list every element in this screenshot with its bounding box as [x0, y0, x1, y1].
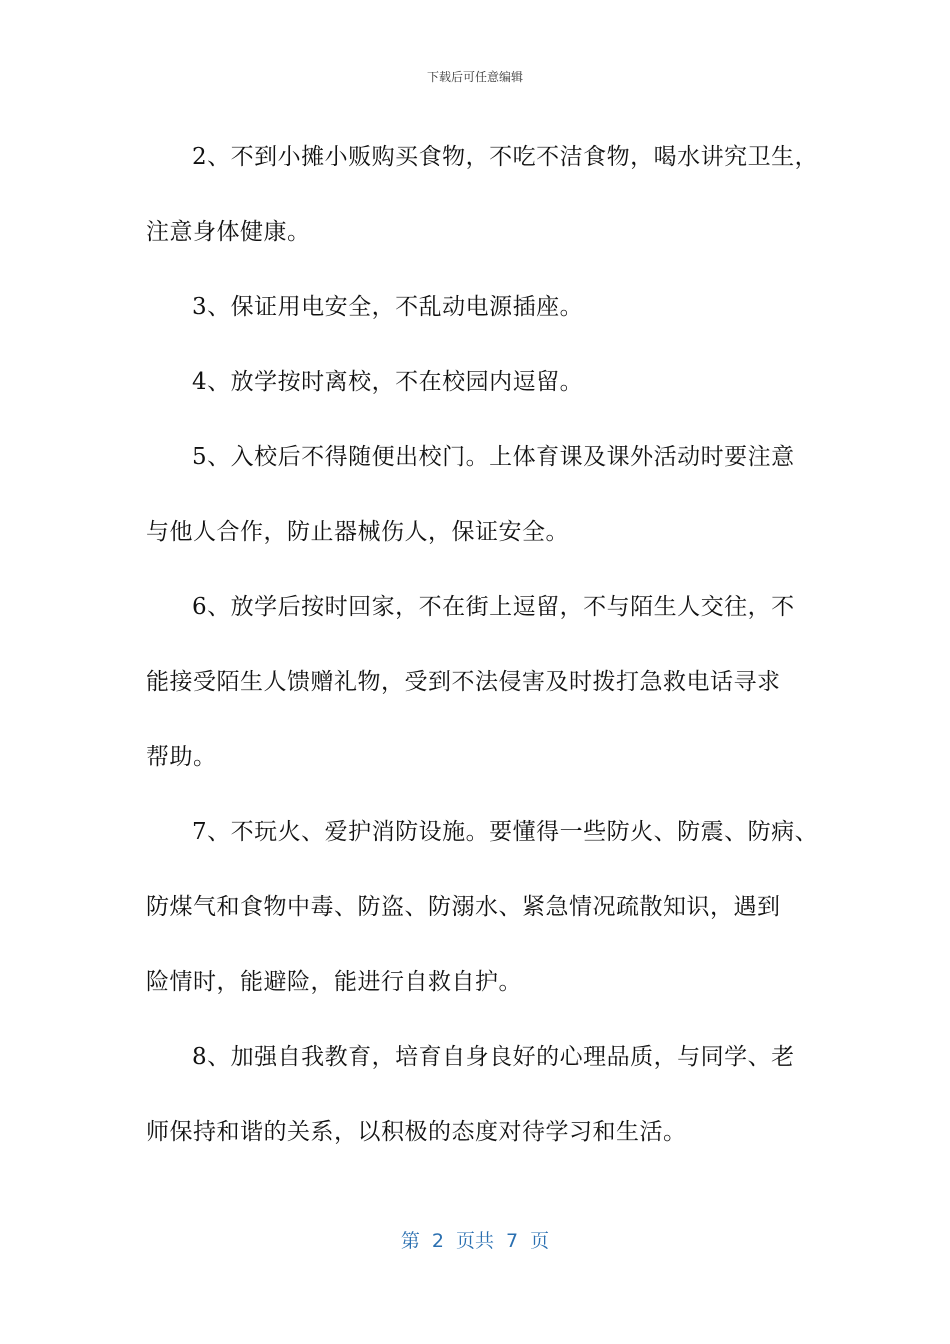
footer-page-number: 2 [431, 1230, 444, 1252]
paragraph-line: 注意身体健康。 [146, 219, 311, 245]
header-note: 下载后可任意编辑 [426, 70, 523, 84]
page-footer [0, 1226, 950, 1253]
paragraph-line: 师保持和谐的关系，以积极的态度对待学习和生活。 [146, 1119, 687, 1145]
paragraph-line: 与他人合作，防止器械伤人，保证安全。 [146, 519, 569, 545]
paragraph-line: 防煤气和食物中毒、防盗、防溺水、紧急情况疏散知识，遇到 [146, 894, 781, 920]
paragraph-line: 7、不玩火、爱护消防设施。要懂得一些防火、防震、防病、 [192, 819, 819, 845]
document-body [146, 120, 826, 1170]
footer-prefix: 第 [400, 1230, 420, 1252]
paragraph-line: 8、加强自我教育，培育自身良好的心理品质，与同学、老 [192, 1044, 795, 1070]
paragraph-line: 6、放学后按时回家，不在街上逗留，不与陌生人交往，不 [192, 594, 795, 620]
footer-middle: 页共 [455, 1230, 494, 1252]
paragraph-4 [146, 345, 826, 420]
paragraph-line: 险情时，能避险，能进行自救自护。 [146, 969, 522, 995]
paragraph-7 [146, 795, 826, 1020]
footer-suffix: 页 [530, 1230, 550, 1252]
paragraph-5 [146, 420, 826, 570]
footer-total-pages: 7 [506, 1230, 519, 1252]
paragraph-line: 4、放学按时离校，不在校园内逗留。 [192, 369, 584, 395]
paragraph-2 [146, 120, 826, 270]
paragraph-6 [146, 570, 826, 795]
paragraph-line: 5、入校后不得随便出校门。上体育课及课外活动时要注意 [192, 444, 795, 470]
paragraph-line: 2、不到小摊小贩购买食物，不吃不洁食物，喝水讲究卫生， [192, 144, 819, 170]
paragraph-line: 能接受陌生人馈赠礼物，受到不法侵害及时拨打急救电话寻求 [146, 669, 781, 695]
paragraph-line: 帮助。 [146, 744, 217, 770]
paragraph-3 [146, 270, 826, 345]
paragraph-line: 3、保证用电安全，不乱动电源插座。 [192, 294, 584, 320]
paragraph-8 [146, 1020, 826, 1170]
